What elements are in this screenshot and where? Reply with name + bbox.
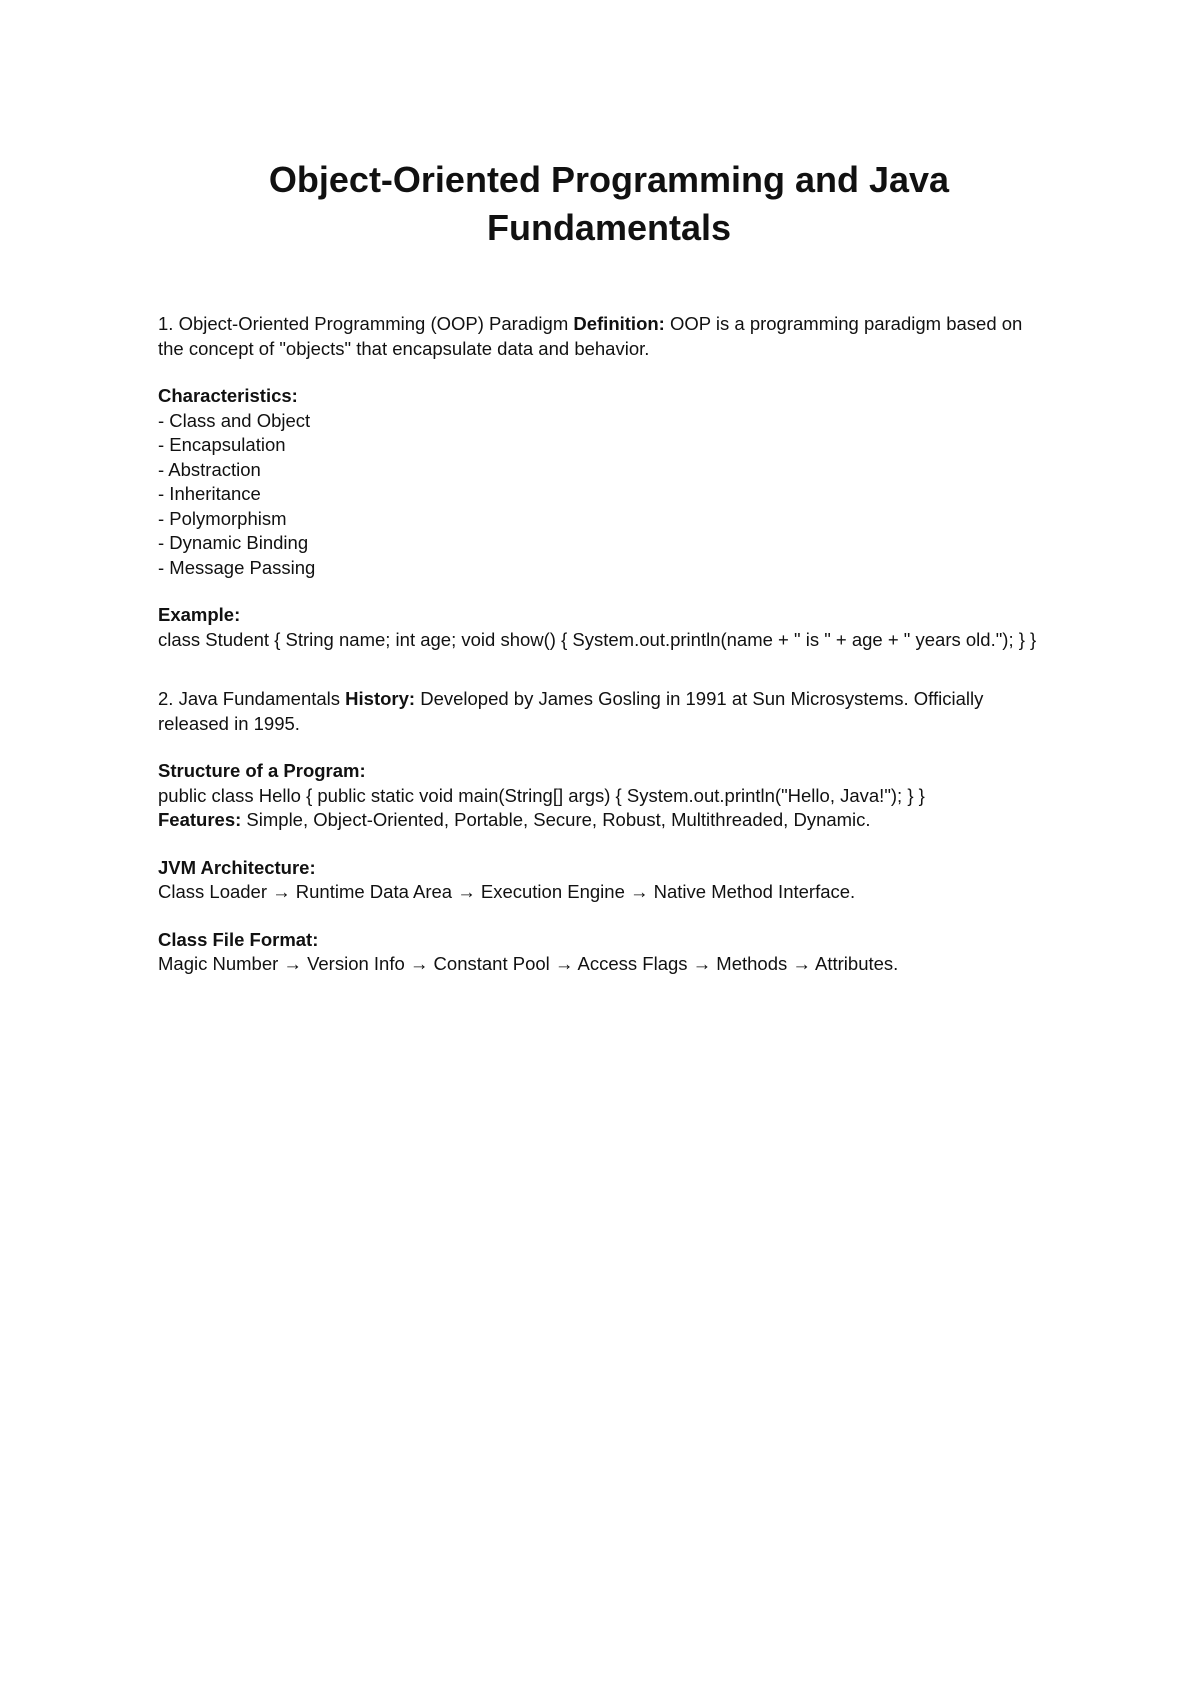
definition-label: Definition: — [573, 313, 665, 334]
list-item: - Class and Object — [158, 409, 311, 431]
oop-definition-paragraph — [158, 312, 1050, 361]
title-line-2: Fundamentals — [486, 207, 732, 248]
structure-label: Structure of a Program: — [158, 760, 366, 781]
classfile-block — [158, 928, 1050, 977]
characteristics-block — [158, 384, 1050, 580]
example-label: Example: — [158, 604, 241, 625]
history-text: Developed by James Gosling in 1991 at Sun Microsystems. Officially released in 1995. — [158, 688, 984, 734]
classfile-text: Magic Number → Version Info → Constant Pool → Access Flags → Methods → Attributes. — [158, 953, 899, 974]
list-item: - Inheritance — [158, 483, 261, 504]
section1-intro: 1. Object-Oriented Programming (OOP) Paradigm — [158, 313, 574, 334]
history-label: History: — [345, 688, 416, 709]
list-item: - Message Passing — [158, 556, 316, 578]
definition-text: OOP is a programming paradigm based on the concept of "objects" that encapsulate data and behavior. — [158, 313, 1023, 359]
jvm-block — [158, 856, 1050, 905]
document-page — [158, 156, 1050, 977]
classfile-label: Class File Format: — [158, 928, 319, 950]
structure-block — [158, 759, 1050, 833]
list-item: - Encapsulation — [158, 434, 286, 455]
structure-code: public class Hello { public static void main(String[] args) { System.out.println("Hello, Java!"); } } — [158, 784, 925, 806]
title-line-1: Object-Oriented Programming and Java — [268, 159, 950, 200]
list-item: - Abstraction — [158, 458, 261, 480]
example-code: class Student { String name; int age; void show() { System.out.println(name + " is " + age + " years old."); } } — [158, 628, 1037, 650]
java-history-paragraph — [158, 687, 1050, 736]
features-label: Features: — [158, 809, 242, 830]
list-item: - Dynamic Binding — [158, 532, 309, 553]
list-item: - Polymorphism — [158, 507, 287, 529]
section2-intro: 2. Java Fundamentals — [158, 688, 346, 709]
jvm-text: Class Loader → Runtime Data Area → Execution Engine → Native Method Interface. — [158, 881, 856, 902]
features-text: Simple, Object-Oriented, Portable, Secure, Robust, Multithreaded, Dynamic. — [241, 809, 871, 830]
jvm-label: JVM Architecture: — [158, 856, 316, 878]
example-block — [158, 603, 1050, 652]
features-line — [158, 808, 1050, 833]
characteristics-label: Characteristics: — [158, 385, 298, 406]
document-title — [158, 156, 1050, 252]
